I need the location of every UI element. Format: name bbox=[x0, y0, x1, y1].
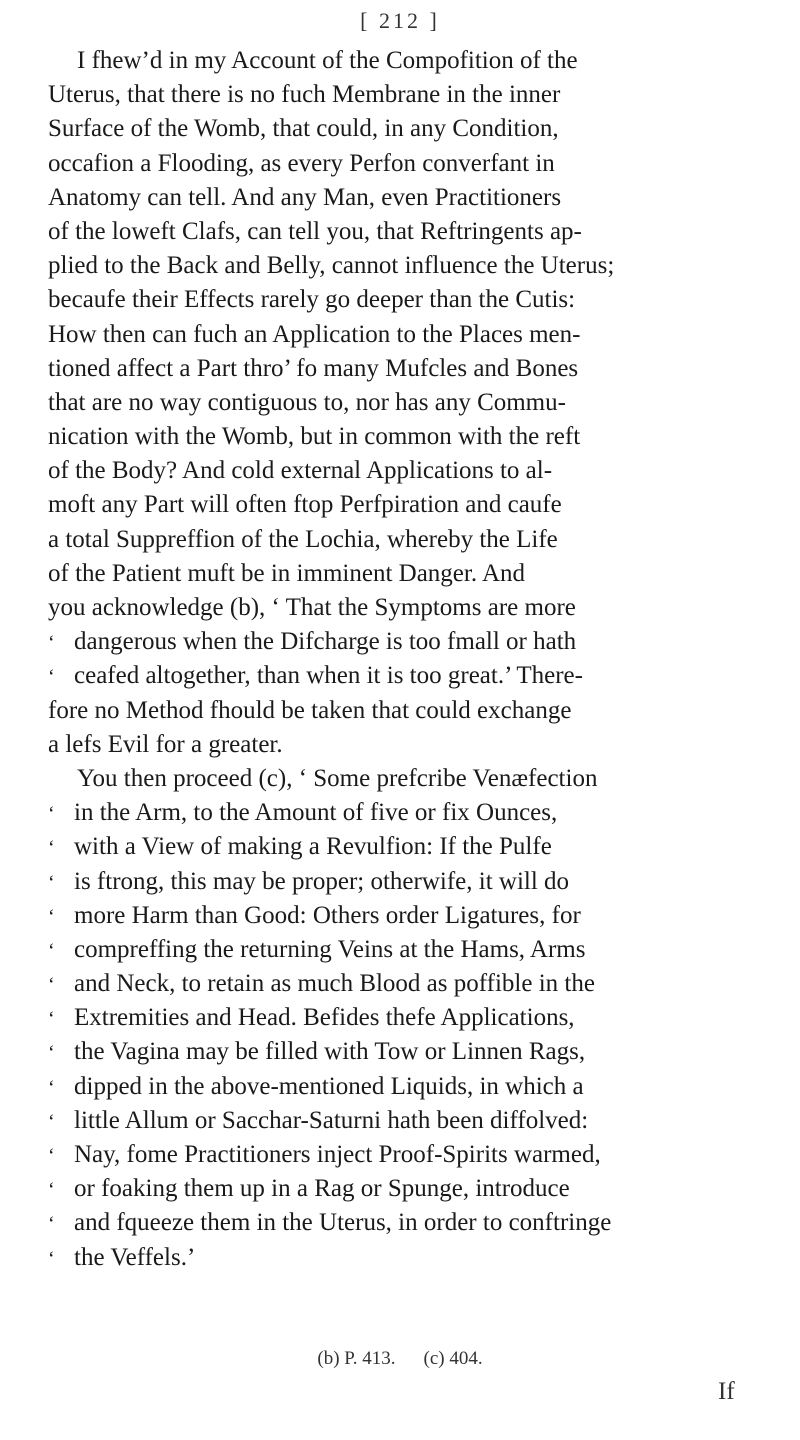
text-line bbox=[48, 420, 760, 454]
text-line bbox=[48, 796, 760, 830]
quotation-mark: ‘ bbox=[48, 666, 55, 689]
text-line bbox=[48, 1104, 760, 1138]
quotation-mark: ‘ bbox=[48, 837, 55, 860]
text-line bbox=[48, 78, 760, 112]
line-text: Anatomy can tell. And any Man, even Practitioners bbox=[48, 183, 562, 211]
line-text: plied to the Back and Belly, cannot influence the Uterus; bbox=[48, 252, 615, 280]
text-line bbox=[48, 659, 760, 693]
catchword: If bbox=[718, 1378, 735, 1405]
line-text: more Harm than Good: Others order Ligatures, for bbox=[74, 901, 581, 929]
line-text: How then can fuch an Application to the Places men- bbox=[48, 320, 581, 348]
quotation-mark: ‘ bbox=[48, 1042, 55, 1065]
text-line bbox=[48, 830, 760, 864]
line-text: dipped in the above-mentioned Liquids, in which a bbox=[74, 1072, 584, 1100]
text-line bbox=[48, 215, 760, 249]
line-text: Uterus, that there is no fuch Membrane in the inner bbox=[48, 81, 561, 109]
text-line bbox=[48, 112, 760, 146]
line-text: I fhew’d in my Account of the Compofition of the bbox=[77, 47, 578, 74]
line-text: ceafed altogether, than when it is too great.’ There- bbox=[74, 662, 583, 690]
line-text: You then proceed (c), ‘ Some prefcribe Venæfection bbox=[77, 764, 598, 792]
footnote: (c) 404. bbox=[423, 1348, 483, 1369]
line-text: little Allum or Sacchar-Saturni hath been diffolved: bbox=[74, 1106, 589, 1134]
text-line bbox=[48, 933, 760, 967]
text-line bbox=[48, 1035, 760, 1069]
quotation-mark: ‘ bbox=[48, 1145, 55, 1167]
text-line bbox=[48, 488, 760, 522]
quotation-mark: ‘ bbox=[48, 1213, 55, 1236]
quotation-mark: ‘ bbox=[48, 632, 55, 655]
text-line bbox=[48, 625, 760, 659]
line-text: in the Arm, to the Amount of five or fix Ounces, bbox=[74, 799, 558, 827]
line-text: of the loweft Clafs, can tell you, that Reftringents ap- bbox=[48, 217, 582, 245]
text-line bbox=[48, 967, 760, 1001]
line-text: of the Patient muft be in imminent Danger. And bbox=[48, 559, 526, 587]
line-text: fore no Method fhould be taken that could exchange bbox=[48, 696, 572, 724]
line-text: becaufe their Effects rarely go deeper than the Cutis: bbox=[48, 286, 576, 314]
text-line bbox=[48, 352, 760, 386]
body-text bbox=[48, 44, 760, 1275]
line-text: a total Suppreffion of the Lochia, whereby the Life bbox=[48, 525, 558, 553]
line-text: that are no way contiguous to, nor has any Commu- bbox=[48, 388, 566, 416]
text-line bbox=[48, 591, 760, 625]
text-line bbox=[48, 694, 760, 728]
footnote: (b) P. 413. bbox=[317, 1348, 396, 1369]
line-text: and fqueeze them in the Uterus, in order to conftringe bbox=[74, 1209, 612, 1237]
text-line bbox=[48, 1241, 760, 1275]
quotation-mark: ‘ bbox=[48, 1179, 55, 1202]
text-line bbox=[48, 454, 760, 488]
line-text: tioned affect a Part thro’ fo many Mufcles and Bones bbox=[48, 354, 579, 382]
line-text: Extremities and Head. Befides thefe Applications, bbox=[74, 1004, 575, 1032]
line-text: of the Body? And cold external Applications to al- bbox=[48, 457, 553, 485]
line-text: nication with the Womb, but in common with the reft bbox=[48, 423, 581, 451]
text-line bbox=[48, 557, 760, 591]
quotation-mark: ‘ bbox=[48, 905, 55, 928]
line-text: or foaking them up in a Rag or Spunge, introduce bbox=[74, 1175, 570, 1203]
line-text: the Veffels.’ bbox=[74, 1243, 196, 1271]
text-line bbox=[48, 523, 760, 557]
text-line bbox=[48, 318, 760, 352]
text-line bbox=[48, 865, 760, 899]
text-line bbox=[48, 1206, 760, 1240]
quotation-mark: ‘ bbox=[48, 1076, 55, 1099]
quotation-mark: ‘ bbox=[48, 871, 55, 894]
text-line bbox=[48, 1070, 760, 1104]
text-line bbox=[48, 1172, 760, 1206]
quotation-mark: ‘ bbox=[48, 1247, 55, 1270]
page-number: [ 212 ] bbox=[360, 8, 440, 33]
quotation-mark: ‘ bbox=[48, 939, 55, 962]
line-text: dangerous when the Difcharge is too fmall or hath bbox=[74, 628, 577, 656]
line-text: Nay, fome Practitioners inject Proof-Spirits warmed, bbox=[74, 1141, 601, 1168]
text-line bbox=[48, 249, 760, 283]
line-text: compreffing the returning Veins at the Hams, Arms bbox=[74, 935, 586, 963]
text-line bbox=[48, 44, 760, 78]
line-text: and Neck, to retain as much Blood as poffible in the bbox=[74, 970, 595, 998]
text-line bbox=[48, 1138, 760, 1172]
line-text: the Vagina may be filled with Tow or Linnen Rags, bbox=[74, 1038, 586, 1066]
line-text: with a View of making a Revulfion: If the Pulfe bbox=[74, 833, 552, 861]
text-line bbox=[48, 899, 760, 933]
line-text: a lefs Evil for a greater. bbox=[48, 730, 283, 758]
quotation-mark: ‘ bbox=[48, 803, 55, 826]
text-line bbox=[48, 728, 760, 762]
text-line bbox=[48, 181, 760, 215]
line-text: Surface of the Womb, that could, in any Condition, bbox=[48, 115, 559, 143]
text-line bbox=[48, 762, 760, 796]
text-line bbox=[48, 283, 760, 317]
line-text: occafion a Flooding, as every Perfon converfant in bbox=[48, 149, 555, 177]
line-text: you acknowledge (b), ‘ That the Symptoms are more bbox=[48, 594, 576, 621]
footnotes bbox=[0, 1348, 800, 1370]
text-line bbox=[48, 1001, 760, 1035]
quotation-mark: ‘ bbox=[48, 1008, 55, 1031]
quotation-mark: ‘ bbox=[48, 974, 55, 997]
line-text: is ftrong, this may be proper; otherwife, it will do bbox=[74, 867, 570, 895]
line-text: moft any Part will often ftop Perfpiration and caufe bbox=[48, 491, 562, 519]
quotation-mark: ‘ bbox=[48, 1110, 55, 1133]
text-line bbox=[48, 147, 760, 181]
text-line bbox=[48, 386, 760, 420]
